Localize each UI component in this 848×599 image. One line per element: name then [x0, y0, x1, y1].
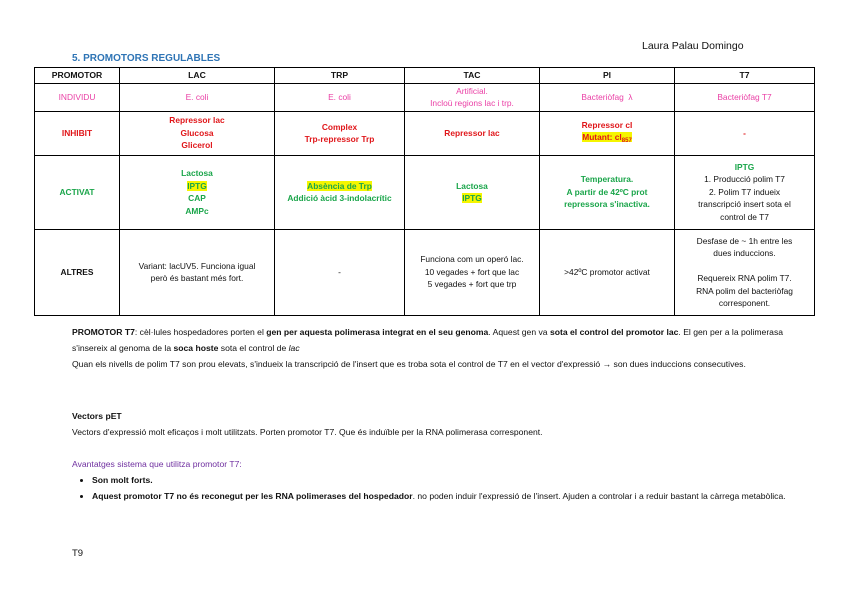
advantages-title: Avantatges sistema que utilitza promotor T7:: [72, 459, 242, 469]
promoters-table: [34, 67, 815, 316]
table-cell: Variant: lacUV5. Funciona igual però és bastant més fort.: [120, 229, 275, 315]
advantages-list: [72, 472, 792, 504]
table-cell: E. coli: [120, 83, 275, 111]
table-cell: Bacteriòfag T7: [675, 83, 815, 111]
table-row: [35, 83, 815, 111]
header-cell: TRP: [275, 68, 405, 84]
table-cell: Artificial. Incloü regions lac i trp.: [405, 83, 540, 111]
table-row: [35, 155, 815, 229]
table-header-row: [35, 68, 815, 84]
vectors-text: Vectors d'expressió molt eficaços i molt utilitzats. Porten promotor T7. Que és induïble per la RNA polimerasa corresponent.: [72, 427, 543, 437]
table-cell: -: [275, 229, 405, 315]
table-cell: Repressor lac: [405, 111, 540, 155]
row-label: ACTIVAT: [35, 155, 120, 229]
table-cell: Lactosa IPTG CAP AMPc: [120, 155, 275, 229]
header-cell: LAC: [120, 68, 275, 84]
header-cell: Pl: [540, 68, 675, 84]
table-cell: Absència de Trp Addició àcid 3-indolacrític: [275, 155, 405, 229]
table-cell: Desfase de ~ 1h entre les dues induccions. Requereix RNA polim T7. RNA polim del bacteriòfag corresponent.: [675, 229, 815, 315]
header-cell: TAC: [405, 68, 540, 84]
table-cell: -: [675, 111, 815, 155]
page-footer: T9: [72, 548, 84, 559]
row-label: INDIVIDU: [35, 83, 120, 111]
promotor-t7-paragraph: PROMOTOR T7: cèl·lules hospedadores porten el gen per aquesta polimerasa integrat en el seu genoma. Aquest gen va sota el control del promotor lac. El gen per a la polimerasa s'insereix al genoma de la soca hoste sota el control de lac Quan els nivells de polim T7 son prou elevats, s'indueix la transcripció de l'insert que es troba sota el control de T7 en el vector d'expressió → son dues induccions consecutives.: [72, 327, 784, 369]
table-row: [35, 229, 815, 315]
vectors-title: Vectors pET: [72, 411, 122, 421]
table-cell: Lactosa IPTG: [405, 155, 540, 229]
table-cell: Repressor lac Glucosa Glicerol: [120, 111, 275, 155]
author-name: Laura Palau Domingo: [642, 40, 744, 52]
table-cell: E. coli: [275, 83, 405, 111]
table-cell: IPTG 1. Producció polim T7 2. Polim T7 indueix transcripció insert sota el control de T7: [675, 155, 815, 229]
header-cell: PROMOTOR: [35, 68, 120, 84]
header-cell: T7: [675, 68, 815, 84]
row-label: ALTRES: [35, 229, 120, 315]
table-cell: Temperatura. A partir de 42ºC prot repressora s'inactiva.: [540, 155, 675, 229]
table-row: [35, 111, 815, 155]
list-item: • Aquest promotor T7 no és reconegut per les RNA polimerases del hospedador. no poden induir l'expressió de l'insert. Ajuden a controlar i a reduir bastant la càrrega metabòlica.: [92, 488, 792, 504]
table-cell: Funciona com un operó lac. 10 vegades + fort que lac 5 vegades + fort que trp: [405, 229, 540, 315]
row-label: INHIBIT: [35, 111, 120, 155]
table-cell: Bacteriòfag λ: [540, 83, 675, 111]
list-item: • Son molt forts.: [92, 472, 792, 488]
section-heading: 5. PROMOTORS REGULABLES: [72, 53, 221, 64]
table-cell: Complex Trp-repressor Trp: [275, 111, 405, 155]
table-cell: Repressor cI Mutant: $cI_{857}$: [540, 111, 675, 155]
table-cell: >42ºC promotor activat: [540, 229, 675, 315]
